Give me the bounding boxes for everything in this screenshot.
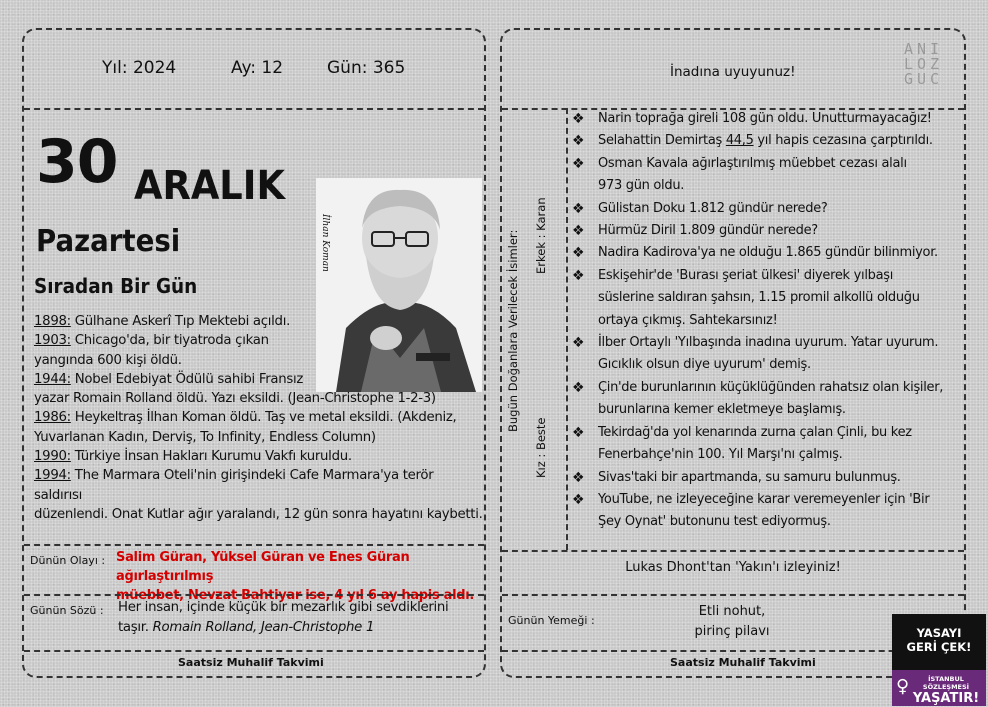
weekday: Pazartesi	[36, 224, 181, 259]
news-line: Eskişehir'de 'Burası şeriat ülkesi' diyerek yılbaşı	[598, 267, 894, 283]
badge-line: YAŞATIR!	[912, 691, 980, 706]
clover-bullet-icon: ❖	[572, 379, 585, 396]
clover-bullet-icon: ❖	[572, 491, 585, 508]
day-subtitle: Sıradan Bir Gün	[34, 274, 198, 298]
news-line: Osman Kavala ağırlaştırılmış müebbet cezası alalı	[598, 155, 907, 171]
clover-bullet-icon: ❖	[572, 335, 585, 352]
event-divider	[24, 594, 484, 596]
event-of-day-line: Salim Güran, Yüksel Güran ve Enes Güran ağırlaştırılmış	[116, 550, 410, 584]
event-item	[34, 312, 484, 331]
event-year: 1898:	[34, 314, 71, 329]
names-divider	[566, 108, 568, 550]
month-name: ARALIK	[134, 163, 285, 209]
event-text: Nobel Edebiyat Ödülü sahibi Fransız	[70, 371, 304, 387]
event-text: Gülhane Askerî Tıp Mektebi açıldı.	[70, 314, 291, 329]
news-item	[572, 265, 964, 332]
quote-text	[118, 598, 484, 637]
names-title: Bugün Doğanlara Verilecek İsimler:	[506, 229, 520, 432]
clover-bullet-icon: ❖	[572, 133, 585, 150]
event-cont: Yuvarlanan Kadın, Derviş, To Infinity, Endless Column)	[34, 429, 376, 445]
meal-line: Etli nohut,	[698, 604, 766, 619]
news-item	[572, 220, 964, 242]
footer-divider	[24, 650, 484, 652]
film-recommendation: Lukas Dhont'tan 'Yakın'ı izleyiniz!	[625, 560, 841, 575]
photo-caption: İlhan Koman	[320, 214, 330, 272]
event-year: 1990:	[34, 449, 71, 465]
news-item	[572, 377, 964, 422]
clover-bullet-icon: ❖	[572, 155, 585, 172]
news-line: Narin toprağa gireli 108 gün oldu. Unutturmayacağız!	[598, 111, 932, 126]
publisher-logo	[904, 42, 943, 87]
clover-bullet-icon: ❖	[572, 245, 585, 262]
clover-bullet-icon: ❖	[572, 469, 585, 486]
news-item	[572, 198, 964, 220]
event-text: The Marmara Oteli'nin girişindeki Cafe Marmara'ya terör saldırısı	[34, 468, 434, 503]
event-of-day-label: Dünün Olayı :	[30, 554, 106, 567]
girl-name: Kız : Beste	[534, 417, 548, 478]
quote-author: Romain Rolland, Jean-Christophe 1	[152, 619, 375, 635]
event-cont: yazar Romain Rolland öldü. Yazı eksildi. (Jean-Christophe 1-2-3)	[34, 391, 436, 407]
venus-symbol-icon: ♀	[896, 676, 910, 697]
event-of-day-line: müebbet, Nevzat Bahtiyar ise, 4 yıl 6 ay hapis aldı.	[116, 588, 475, 603]
clover-bullet-icon: ❖	[572, 424, 585, 441]
news-item	[572, 108, 964, 130]
year-label: Yıl: 2024	[102, 58, 177, 78]
news-line: Şey Oynat' butonunu test ediyormuş.	[598, 514, 831, 530]
event-cont: yangında 600 kişi öldü.	[34, 352, 182, 368]
news-item	[572, 422, 964, 467]
news-line: YouTube, ne izleyeceğine karar veremeyenler için 'Bir	[598, 491, 930, 507]
meal-line: pirinç pilavı	[694, 624, 770, 639]
footer-title-right: Saatsiz Muhalif Takvimi	[670, 656, 816, 669]
news-line: burunlarına kemer ekletmeye başlamış.	[598, 402, 846, 418]
event-year: 1903:	[34, 333, 71, 349]
event-year: 1994:	[34, 468, 71, 484]
header-divider	[24, 108, 484, 110]
news-line: Nadira Kadirova'ya ne olduğu 1.865 gündür bilinmiyor.	[598, 245, 938, 261]
news-item	[572, 130, 964, 152]
event-item	[34, 331, 484, 350]
event-item	[34, 447, 484, 466]
right-header-text: İnadına uyuyunuz!	[670, 64, 796, 80]
news-divider	[502, 550, 964, 552]
month-label: Ay: 12	[231, 58, 284, 78]
right-calendar-page	[500, 28, 966, 678]
day-count-label: Gün: 365	[327, 58, 406, 78]
news-item	[572, 489, 964, 534]
day-number: 30	[36, 127, 118, 197]
event-of-day-text	[116, 548, 486, 605]
news-line: Tekirdağ'da yol kenarında zurna çalan Çinli, bu kez	[598, 424, 912, 440]
event-text: Heykeltraş İlhan Koman öldü. Taş ve metal eksildi. (Akdeniz,	[70, 410, 457, 426]
badge-purple-band	[892, 670, 986, 706]
event-year: 1986:	[34, 410, 71, 426]
clover-bullet-icon: ❖	[572, 223, 585, 240]
news-item	[572, 332, 964, 377]
historical-events	[34, 312, 484, 524]
campaign-badge	[892, 614, 986, 706]
meal-label: Günün Yemeği :	[508, 614, 595, 627]
film-divider	[502, 594, 964, 596]
clover-bullet-icon: ❖	[572, 267, 585, 284]
quote-line-end: taşır.	[118, 619, 153, 635]
quote-line: Her insan, içinde küçük bir mezarlık gibi sevdiklerini	[118, 600, 449, 615]
event-text: Türkiye İnsan Hakları Kurumu Vakfı kuruldu.	[70, 449, 352, 465]
news-line: yıl hapis cezasına çarptırıldı.	[753, 133, 933, 149]
news-line: ortaya çıkmış. Sahtekarsınız!	[598, 312, 778, 328]
logo-row: GUC	[904, 70, 944, 88]
footer-title-left: Saatsiz Muhalif Takvimi	[178, 656, 324, 669]
news-line: Fenerbahçe'nin 100. Yıl Marşı'nı çalmış.	[598, 447, 843, 463]
clover-bullet-icon: ❖	[572, 111, 585, 127]
news-line: Gülistan Doku 1.812 gündür nerede?	[598, 200, 828, 216]
logo-row: LOZ	[904, 55, 944, 73]
event-item	[34, 466, 484, 505]
news-line: İlber Ortaylı 'Yılbaşında inadına uyurum. Yatar uyurum.	[598, 335, 939, 351]
news-line: 973 gün oldu.	[598, 178, 685, 194]
event-text: Chicago'da, bir tiyatroda çıkan	[70, 333, 269, 349]
clover-bullet-icon: ❖	[572, 200, 585, 217]
news-item	[572, 467, 964, 489]
left-calendar-page	[22, 28, 486, 678]
news-line: süslerine saldıran şahsın, 1.15 promil alkollü olduğu	[598, 290, 920, 306]
news-item	[572, 242, 964, 264]
event-year: 1944:	[34, 371, 71, 387]
event-item	[34, 370, 484, 389]
news-line: Çin'de burunlarının küçüklüğünden rahatsız olan kişiler,	[598, 379, 944, 395]
news-line: Sivas'taki bir apartmanda, su samuru bulunmuş.	[598, 469, 901, 485]
badge-line: GERİ ÇEK!	[906, 640, 972, 654]
news-item	[572, 153, 964, 198]
news-line: Selahattin Demirtaş	[598, 133, 726, 149]
news-line: Hürmüz Diril 1.809 gündür nerede?	[598, 223, 818, 239]
events-divider	[24, 544, 484, 546]
quote-line	[118, 618, 484, 638]
badge-line: İSTANBUL SÖZLEŞMESİ	[922, 675, 970, 691]
news-line: Gıcıklık olsun diye uyurum' demiş.	[598, 357, 811, 373]
event-cont: düzenlendi. Onat Kutlar ağır yaralandı, 12 gün sonra hayatını kaybetti.	[34, 506, 483, 522]
news-number: 44,5	[725, 133, 754, 149]
badge-line: YASAYI	[916, 626, 962, 640]
logo-row: ANI	[904, 40, 944, 58]
news-list	[572, 108, 964, 534]
boy-name: Erkek : Karan	[534, 197, 548, 274]
event-item	[34, 408, 484, 427]
meal-text	[662, 602, 802, 642]
quote-label: Günün Sözü :	[30, 604, 104, 617]
